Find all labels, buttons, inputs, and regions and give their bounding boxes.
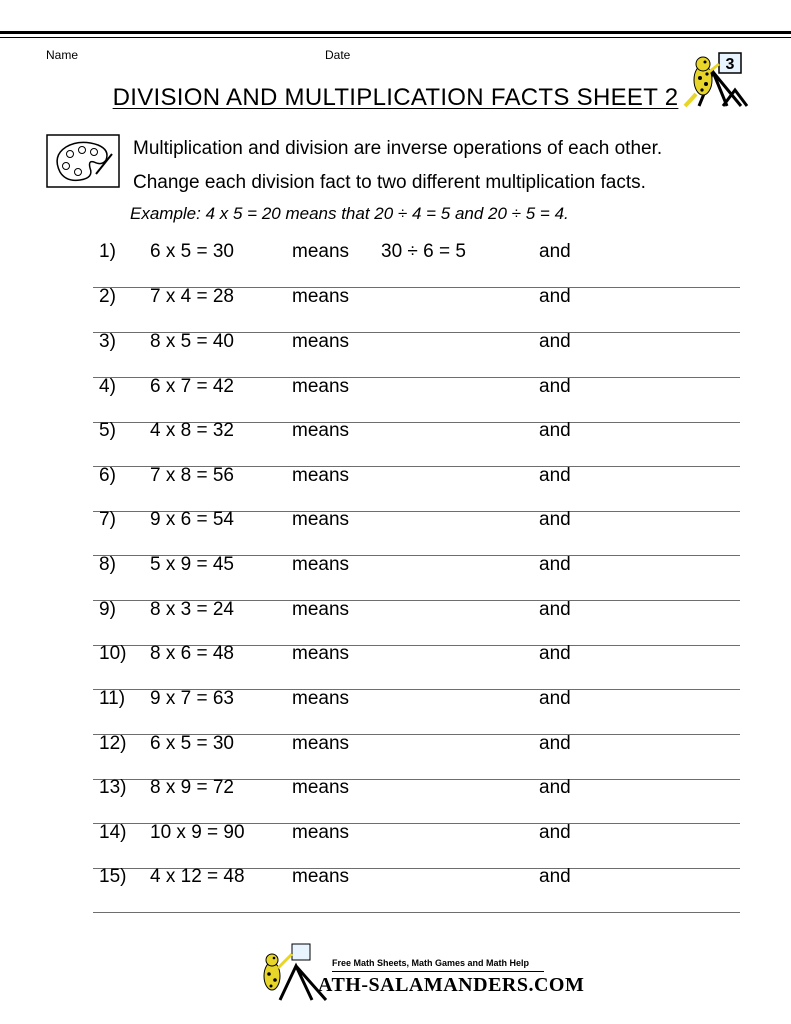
problem-row (93, 735, 740, 780)
and-label: and (539, 241, 571, 262)
problem-number: 5) (99, 420, 116, 441)
problem-number: 2) (99, 286, 116, 307)
problem-row (93, 333, 740, 378)
name-label: Name (46, 48, 79, 62)
problem-number: 10) (99, 643, 127, 664)
problem-number: 14) (99, 822, 127, 843)
page-title: DIVISION AND MULTIPLICATION FACTS SHEET 2 (112, 84, 679, 111)
means-label: means (292, 331, 350, 352)
problem-row (93, 243, 740, 288)
footer-divider (332, 971, 544, 972)
problem-row (93, 556, 740, 601)
means-label: means (292, 286, 350, 307)
problem-fact: 6 x 5 = 30 (150, 241, 234, 262)
example-text: Example: 4 x 5 = 20 means that 20 ÷ 4 = 5 and 20 ÷ 5 = 4. (130, 204, 569, 223)
means-label: means (292, 866, 350, 887)
footer-brand[interactable]: ATH-SALAMANDERS.COM (318, 974, 585, 996)
problem-fact: 9 x 7 = 63 (150, 688, 234, 709)
problem-fact: 5 x 9 = 45 (150, 554, 234, 575)
and-label: and (539, 643, 571, 664)
svg-text:3: 3 (725, 56, 735, 73)
problem-row (93, 288, 740, 333)
problem-fact: 4 x 8 = 32 (150, 420, 234, 441)
problem-number: 6) (99, 465, 116, 486)
problem-fact: 10 x 9 = 90 (150, 822, 245, 843)
paint-palette-icon (46, 134, 120, 188)
problem-row (93, 645, 740, 690)
and-label: and (539, 866, 571, 887)
problem-fact: 7 x 4 = 28 (150, 286, 234, 307)
instructions-line-1: Multiplication and division are inverse operations of each other. (133, 138, 663, 159)
answer-blank[interactable]: 30 ÷ 6 = 5 (381, 241, 466, 262)
problem-fact: 9 x 6 = 54 (150, 509, 234, 530)
problem-number: 15) (99, 866, 127, 887)
means-label: means (292, 777, 350, 798)
problem-row (93, 467, 740, 512)
problem-row (93, 601, 740, 646)
means-label: means (292, 241, 350, 262)
salamander-grade-badge-icon (683, 50, 755, 108)
problem-number: 12) (99, 733, 127, 754)
problem-row (93, 511, 740, 556)
and-label: and (539, 688, 571, 709)
top-rule-thin (0, 37, 791, 38)
date-label: Date (325, 48, 351, 62)
means-label: means (292, 465, 350, 486)
problem-fact: 8 x 3 = 24 (150, 599, 234, 620)
problem-fact: 4 x 12 = 48 (150, 866, 245, 887)
problem-number: 3) (99, 331, 116, 352)
problem-fact: 7 x 8 = 56 (150, 465, 234, 486)
problem-number: 4) (99, 376, 116, 397)
means-label: means (292, 376, 350, 397)
problem-row (93, 779, 740, 824)
and-label: and (539, 822, 571, 843)
and-label: and (539, 465, 571, 486)
problem-number: 9) (99, 599, 116, 620)
means-label: means (292, 688, 350, 709)
and-label: and (539, 733, 571, 754)
and-label: and (539, 331, 571, 352)
problem-number: 13) (99, 777, 127, 798)
problem-row (93, 378, 740, 423)
footer-tagline: Free Math Sheets, Math Games and Math Help (332, 958, 530, 968)
means-label: means (292, 599, 350, 620)
means-label: means (292, 420, 350, 441)
and-label: and (539, 376, 571, 397)
and-label: and (539, 599, 571, 620)
problem-row (93, 422, 740, 467)
problem-row (93, 824, 740, 869)
problem-number: 7) (99, 509, 116, 530)
problem-row (93, 690, 740, 735)
problem-number: 11) (99, 688, 126, 709)
problem-fact: 8 x 9 = 72 (150, 777, 234, 798)
and-label: and (539, 509, 571, 530)
problem-fact: 8 x 5 = 40 (150, 331, 234, 352)
problem-fact: 6 x 5 = 30 (150, 733, 234, 754)
problem-number: 1) (99, 241, 116, 262)
problem-fact: 8 x 6 = 48 (150, 643, 234, 664)
and-label: and (539, 554, 571, 575)
instructions-line-2: Change each division fact to two different multiplication facts. (133, 172, 646, 193)
means-label: means (292, 643, 350, 664)
and-label: and (539, 777, 571, 798)
means-label: means (292, 822, 350, 843)
and-label: and (539, 420, 571, 441)
problem-number: 8) (99, 554, 116, 575)
means-label: means (292, 509, 350, 530)
problem-fact: 6 x 7 = 42 (150, 376, 234, 397)
means-label: means (292, 554, 350, 575)
and-label: and (539, 286, 571, 307)
means-label: means (292, 733, 350, 754)
problem-row (93, 868, 740, 913)
top-rule (0, 31, 791, 34)
